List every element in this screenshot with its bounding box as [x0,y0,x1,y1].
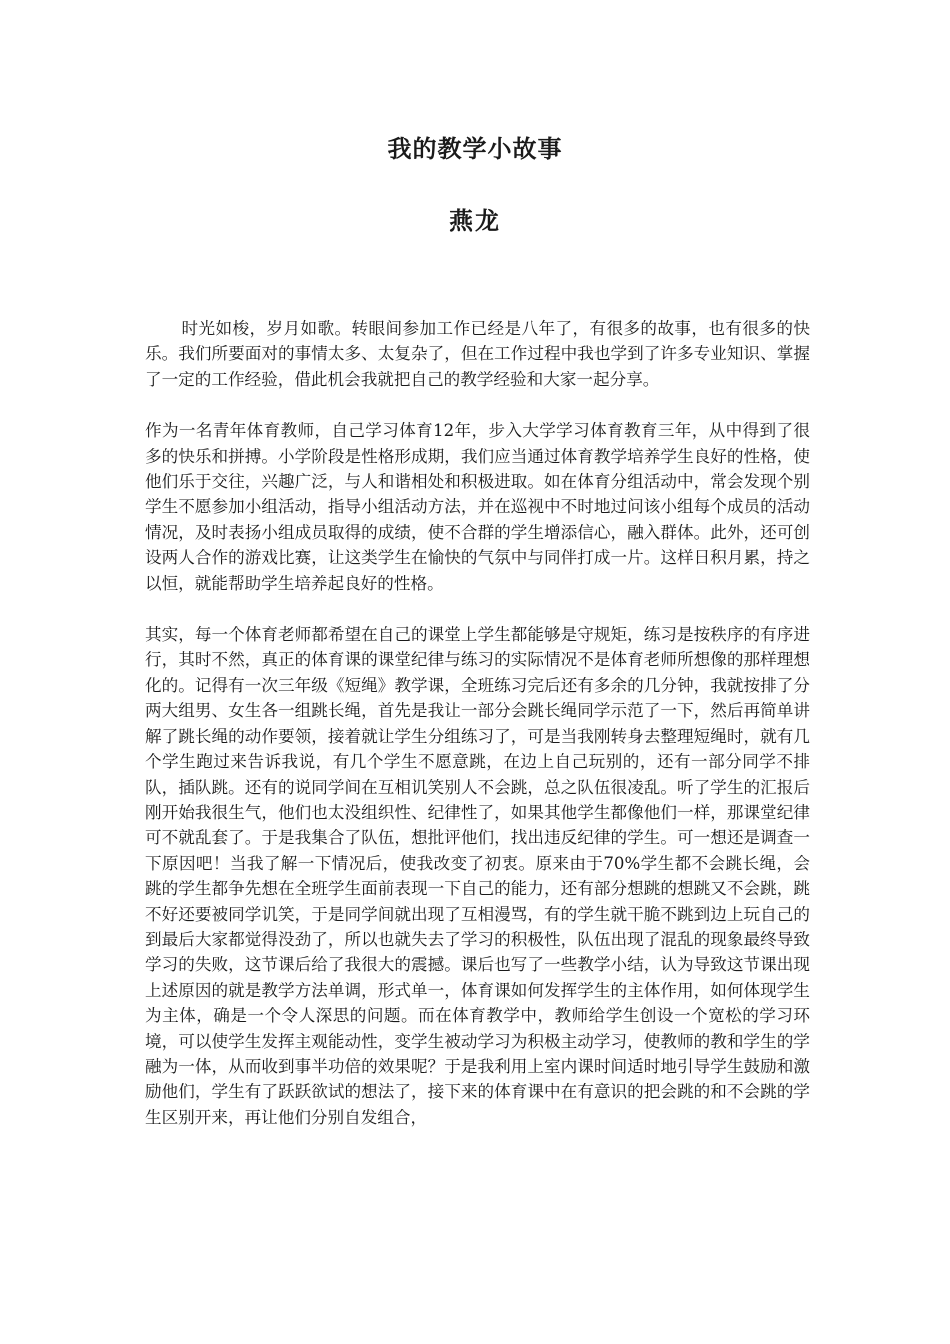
paragraph-story: 其实，每一个体育老师都希望在自己的课堂上学生都能够是守规矩，练习是按秩序的有序进行，其时不然，真正的体育课的课堂纪律与练习的实际情况不是体育老师所想像的那样理想化的。记得有一次三年级《短绳》教学课，全班练习完后还有多余的几分钟，我就按排了分两大组男、女生各一组跳长绳，首先是我让一部分会跳长绳同学示范了一下，然后再简单讲解了跳长绳的动作要领，接着就让学生分组练习了，可是当我刚转身去整理短绳时，就有几个学生跑过来告诉我说，有几个学生不愿意跳，在边上自己玩别的，还有一部分同学不排队，插队跳。还有的说同学间在互相讥笑别人不会跳，总之队伍很凌乱。听了学生的汇报后刚开始我很生气，他们也太没组织性、纪律性了，如果其他学生都像他们一样，那课堂纪律可不就乱套了。于是我集合了队伍，想批评他们，找出违反纪律的学生。可一想还是调查一下原因吧！当我了解一下情况后，使我改变了初衷。原来由于70%学生都不会跳长绳，会跳的学生都争先想在全班学生面前表现一下自己的能力，还有部分想跳的想跳又不会跳，跳不好还要被同学讥笑，于是同学间就出现了互相漫骂，有的学生就干脆不跳到边上玩自己的到最后大家都觉得没劲了，所以也就失去了学习的积极性，队伍出现了混乱的现象最终导致学习的失败，这节课后给了我很大的震撼。课后也写了一些教学小结，认为导致这节课出现上述原因的就是教学方法单调，形式单一，体育课如何发挥学生的主体作用，如何体现学生为主体，确是一个令人深思的问题。而在体育教学中，教师给学生创设一个宽松的学习环境，可以使学生发挥主观能动性，变学生被动学习为积极主动学习，使教师的教和学生的学融为一体，从而收到事半功倍的效果呢？于是我利用上室内课时间适时地引导学生鼓励和激励他们，学生有了跃跃欲试的想法了，接下来的体育课中在有意识的把会跳的和不会跳的学生区别开来，再让他们分别自发组合， [145,625,810,1127]
paragraph-intro: 时光如梭，岁月如歌。转眼间参加工作已经是八年了，有很多的故事，也有很多的快乐。我们所要面对的事情太多、太复杂了，但在工作过程中我也学到了许多专业知识、掌握了一定的工作经验，借此机会我就把自己的教学经验和大家一起分享。 [145,319,810,389]
document-body [145,316,810,1130]
document-title: 我的教学小故事 [387,134,563,163]
document-author: 燕龙 [449,206,501,235]
paragraph-character: 作为一名青年体育教师，自己学习体育12年，步入大学学习体育教育三年，从中得到了很多的快乐和拼搏。小学阶段是性格形成期，我们应当通过体育教学培养学生良好的性格，使他们乐于交往，兴趣广泛，与人和谐相处和积极进取。如在体育分组活动中，常会发现个别学生不愿参加小组活动，指导小组活动方法，并在巡视中不时地过问该小组每个成员的活动情况，及时表扬小组成员取得的成绩，使不合群的学生增添信心，融入群体。此外，还可创设两人合作的游戏比赛，让这类学生在愉快的气氛中与同伴打成一片。这样日积月累，持之以恒，就能帮助学生培养起良好的性格。 [145,421,810,593]
